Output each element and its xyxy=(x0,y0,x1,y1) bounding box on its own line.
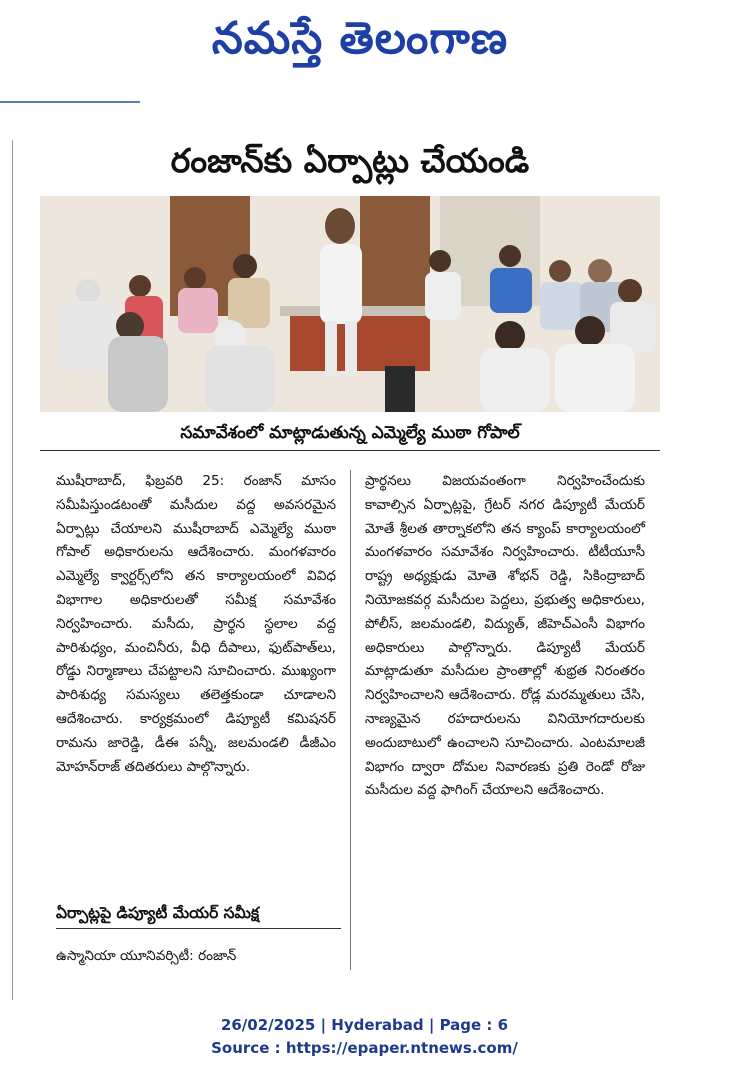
article-headline: రంజాన్‌కు ఏర్పాట్లు చేయండి xyxy=(170,141,530,180)
footer-date-line: 26/02/2025 | Hyderabad | Page : 6 xyxy=(220,1016,509,1034)
article-subheading: ఏర్పాట్లపై డిప్యూటీ మేయర్ సమీక్ష xyxy=(56,898,341,929)
footer-source-line: Source : https://epaper.ntnews.com/ xyxy=(211,1039,518,1057)
masthead-rule xyxy=(0,101,140,103)
body-paragraph: ముషీరాబాద్, ఫిబ్రవరి 25: రంజాన్ మాసం సమీపిస్తుండటంతో మసీదుల వద్ద అవసరమైన ఏర్పాట్లు చేయాలని ముషీరాబాద్ ఎమ్మెల్యే ముఠా గోపాల్ అధికారులను ఆదేశించారు. మంగళవారం ఎమ్మెల్యే క్వార్టర్స్‌లోని తన కార్యాలయంలో వివిధ విభాగాల అధికారులతో సమీక్ష సమావేశం నిర్వహించారు. మసీదు, ప్రార్థన స్థలాల వద్ద పారిశుధ్యం, మంచినీరు, వీధి దీపాలు, ఫుట్‌పాత్‌లు, రోడ్డు నిర్మాణాలు చేపట్టాలని సూచించారు. ముఖ్యంగా పారిశుధ్య సమస్యలు తలెత్తకుండా చూడాలని ఆదేశించారు. కార్యక్రమంలో డిప్యూటీ కమిషనర్ రామను జారెడ్డి, డీఈ పన్నీ, జలమండలి డీజీఎం మోహన్‌రాజ్ తదితరులు పాల్గొన్నారు. xyxy=(56,473,336,775)
body-paragraph: ప్రార్థనలు విజయవంతంగా నిర్వహించేందుకు కావాల్సిన ఏర్పాట్లపై, గ్రేటర్ నగర డిప్యూటీ మేయర్ మోతే శ్రీలత తార్నాకలోని తన క్యాంప్ కార్యాలయంలో మంగళవారం సమావేశం నిర్వహించారు. టీటీయూసీ రాష్ట్ర అధ్యక్షుడు మోతె శోభన్ రెడ్డి, సికింద్రాబాద్ నియోజకవర్గ మసీదుల పెద్దలు, ప్రభుత్వ అధికారులు, పోలీస్, జలమండలి, విద్యుత్, జీహెచ్‌ఎంసీ విభాగం అధికారులు పాల్గొన్నారు. డిప్యూటీ మేయర్ మాట్లాడుతూ మసీదుల ప్రాంతాల్లో శుభ్రత నిరంతరం నిర్వహించాలని ఆదేశించారు. రోడ్ల మరమ్మతులు చేసి, నాణ్యమైన రహదారులను వినియోగదారులకు అందుబాటులో ఉంచాలని సూచించారు. ఎంటమాలజీ విభాగం ద్వారా దోమల నివారణకు ప్రతి రెండో రోజు మసీదుల వద్ద ఫాగింగ్ చేయాలని ఆదేశించారు. xyxy=(365,473,645,799)
body-paragraph-continued: ఉస్మానియా యూనివర్సిటీ: రంజాన్ xyxy=(56,948,237,964)
left-column-rule xyxy=(12,140,13,1000)
article-body-right-column xyxy=(365,470,645,803)
article-body-left-column xyxy=(56,470,336,779)
column-divider xyxy=(350,470,351,970)
masthead-title: నమస్తే తెలంగాణ xyxy=(211,13,509,64)
photo-caption: సమావేశంలో మాట్లాడుతున్న ఎమ్మెల్యే ముఠా గోపాల్ xyxy=(40,416,660,451)
article-photo xyxy=(40,196,660,412)
meeting-photo-illustration xyxy=(40,196,660,412)
